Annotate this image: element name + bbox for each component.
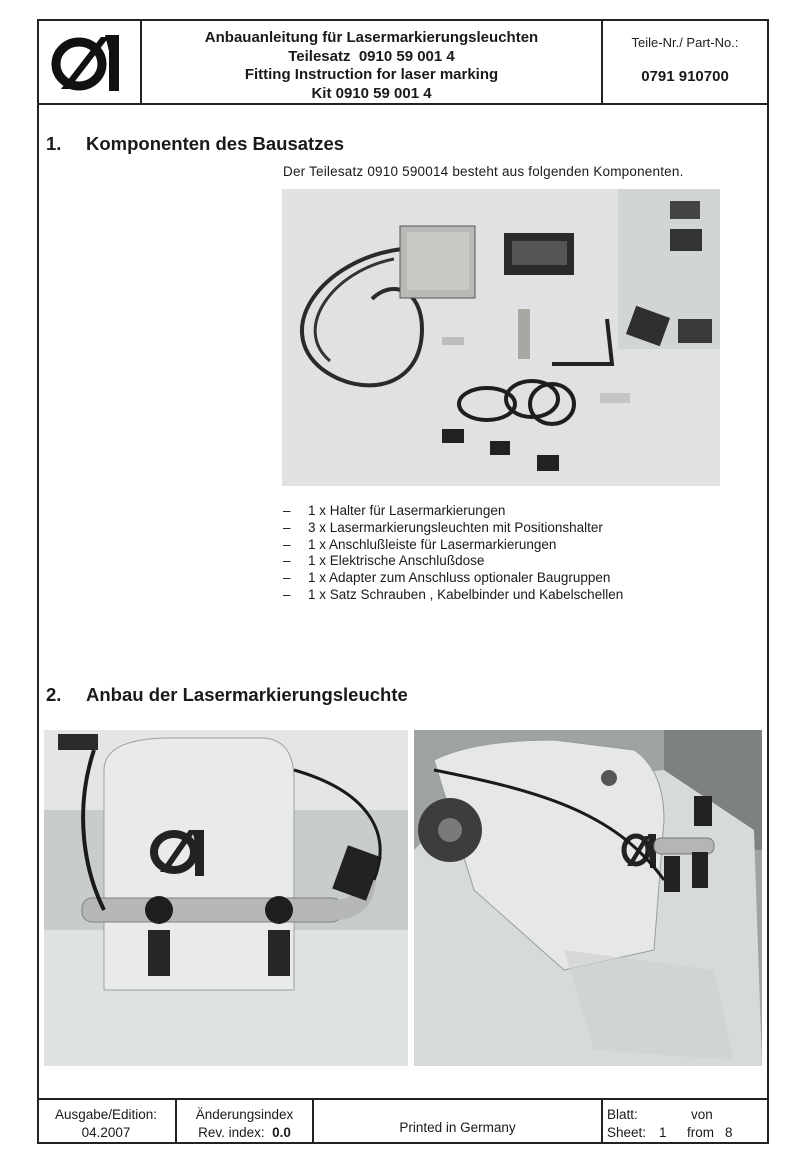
section-1-number: 1. xyxy=(46,133,62,154)
document-title xyxy=(142,21,603,103)
list-item xyxy=(283,587,623,604)
edition-cell xyxy=(37,1100,177,1144)
list-item xyxy=(283,503,623,520)
document-footer xyxy=(37,1098,769,1144)
list-item-text: 3 x Lasermarkierungsleuchten mit Positionshalter xyxy=(308,519,603,535)
revision-cell xyxy=(177,1100,314,1144)
sheet-row xyxy=(607,1124,765,1142)
title-line-4: Kit 0910 59 001 4 xyxy=(311,84,432,102)
list-dash: – xyxy=(283,536,291,552)
from-label: from xyxy=(687,1125,714,1140)
list-dash: – xyxy=(283,586,291,602)
components-photo xyxy=(282,189,720,486)
list-item-text: 1 x Satz Schrauben , Kabelbinder und Kabelschellen xyxy=(308,586,624,602)
list-item xyxy=(283,570,623,587)
list-dash: – xyxy=(283,503,291,518)
change-index-label: Änderungsindex xyxy=(195,1107,294,1122)
list-item-text: 1 x Anschlußleiste für Lasermarkierungen xyxy=(308,536,557,552)
blatt-row xyxy=(607,1106,765,1124)
list-dash: – xyxy=(283,553,291,569)
title-line-1: Anbauanleitung für Lasermarkierungsleuchten xyxy=(204,29,539,46)
total-sheets: 8 xyxy=(725,1125,733,1140)
edition-value: 04.2007 xyxy=(81,1125,131,1140)
part-number-cell xyxy=(603,21,767,103)
document-header xyxy=(37,19,769,105)
mounting-photo-side xyxy=(414,730,762,1066)
von-label: von xyxy=(691,1107,713,1122)
section-2-title: Anbau der Lasermarkierungsleuchte xyxy=(86,684,408,705)
rev-index-row xyxy=(177,1124,312,1142)
sheet-label: Sheet: xyxy=(607,1125,647,1140)
sheet-number: 1 xyxy=(659,1125,667,1140)
list-item xyxy=(283,553,623,570)
section-2-number: 2. xyxy=(46,684,62,705)
title-line-2: Teilesatz 0910 59 001 4 xyxy=(288,47,455,65)
components-list xyxy=(283,503,623,604)
mounting-photo-front xyxy=(44,730,408,1066)
brand-logo xyxy=(39,21,139,103)
list-item-text: 1 x Halter für Lasermarkierungen xyxy=(308,503,506,518)
list-item-text: 1 x Elektrische Anschlußdose xyxy=(308,553,485,569)
logo-cell xyxy=(39,21,142,103)
sheet-cell xyxy=(603,1100,765,1144)
edition-label: Ausgabe/Edition: xyxy=(54,1107,158,1122)
printed-cell xyxy=(314,1100,603,1144)
rev-index-value: 0.0 xyxy=(272,1125,291,1140)
section-1-intro: Der Teilesatz 0910 590014 besteht aus folgenden Komponenten. xyxy=(283,164,684,179)
list-dash: – xyxy=(283,519,291,535)
section-1-title: Komponenten des Bausatzes xyxy=(86,133,345,154)
list-item xyxy=(283,520,623,537)
part-number-label: Teile-Nr./ Part-No.: xyxy=(631,35,739,50)
rev-index-label: Rev. index: xyxy=(198,1125,265,1140)
part-number-value: 0791 910700 xyxy=(641,68,729,85)
list-item xyxy=(283,537,623,554)
blatt-label: Blatt: xyxy=(607,1107,638,1122)
list-dash: – xyxy=(283,570,291,586)
list-item-text: 1 x Adapter zum Anschluss optionaler Baugruppen xyxy=(308,570,611,586)
title-line-3: Fitting Instruction for laser marking xyxy=(244,66,499,83)
printed-in-germany: Printed in Germany xyxy=(399,1120,516,1135)
